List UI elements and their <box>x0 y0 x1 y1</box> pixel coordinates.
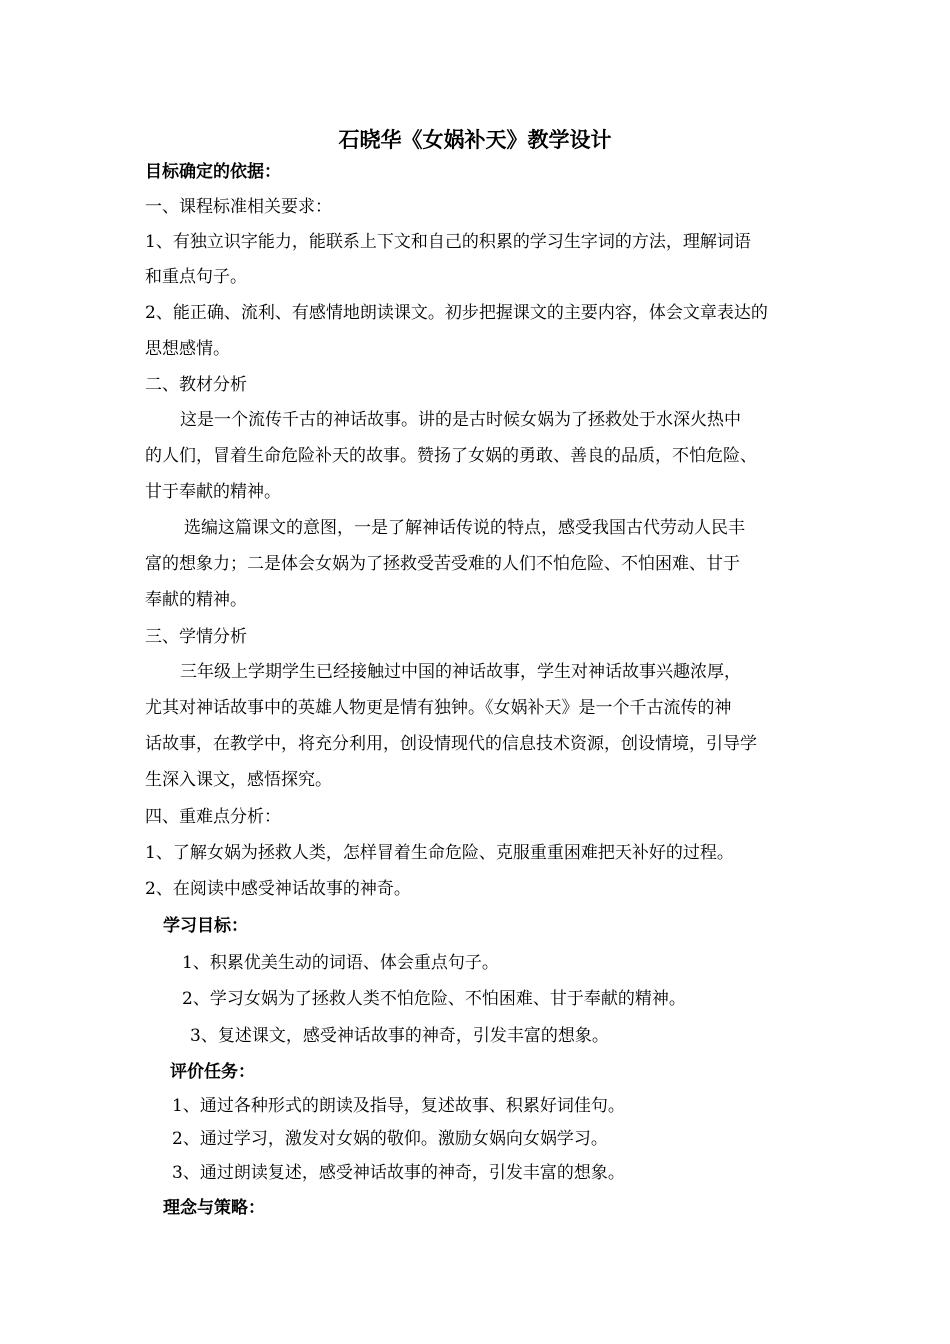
paragraph-line: 2、能正确、流利、有感情地朗读课文。初步把握课文的主要内容，体会文章表达的 <box>145 303 768 323</box>
paragraph-line: 话故事，在教学中，将充分利用，创设情现代的信息技术资源，创设情境，引导学 <box>145 734 757 754</box>
list-item: 3、复述课文，感受神话故事的神奇，引发丰富的想象。 <box>190 1026 609 1046</box>
paragraph-line: 1、有独立识字能力，能联系上下文和自己的积累的学习生字词的方法，理解词语 <box>145 232 751 252</box>
list-item: 2、通过学习，激发对女娲的敬仰。激励女娲向女娲学习。 <box>172 1129 608 1149</box>
section-heading-students: 三、学情分析 <box>145 627 247 647</box>
heading-philosophy-strategy: 理念与策略： <box>163 1198 265 1218</box>
paragraph-line: 的人们，冒着生命危险补天的故事。赞扬了女娲的勇敢、善良的品质，不怕危险、 <box>145 446 757 466</box>
paragraph-line: 尤其对神话故事中的英雄人物更是情有独钟。《女娲补天》是一个千古流传的神 <box>145 698 732 718</box>
paragraph-line: 三年级上学期学生已经接触过中国的神话故事，学生对神话故事兴趣浓厚， <box>180 662 741 682</box>
paragraph-line: 奉献的精神。 <box>145 590 247 610</box>
section-heading-standards: 一、课程标准相关要求： <box>145 197 332 217</box>
heading-basis: 目标确定的依据： <box>145 162 281 182</box>
list-item: 2、在阅读中感受神话故事的神奇。 <box>145 879 411 899</box>
paragraph-line: 富的想象力；二是体会女娲为了拯救受苦受难的人们不怕危险、不怕困难、甘于 <box>145 554 740 574</box>
paragraph-line: 甘于奉献的精神。 <box>145 482 281 502</box>
paragraph-line: 思想感情。 <box>145 339 230 359</box>
heading-learning-goals: 学习目标： <box>163 916 248 936</box>
paragraph-line: 选编这篇课文的意图，一是了解神话传说的特点，感受我国古代劳动人民丰 <box>184 518 745 538</box>
paragraph-line: 和重点句子。 <box>145 267 247 287</box>
list-item: 1、了解女娲为拯救人类，怎样冒着生命危险、克服重重困难把天补好的过程。 <box>145 843 734 863</box>
paragraph-line: 这是一个流传千古的神话故事。讲的是古时候女娲为了拯救处于水深火热中 <box>180 410 741 430</box>
list-item: 1、积累优美生动的词语、体会重点句子。 <box>182 953 499 973</box>
list-item: 1、通过各种形式的朗读及指导，复述故事、积累好词佳句。 <box>172 1096 625 1116</box>
list-item: 2、学习女娲为了拯救人类不怕危险、不怕困难、甘于奉献的精神。 <box>182 989 686 1009</box>
paragraph-line: 生深入课文，感悟探究。 <box>145 770 332 790</box>
document-title: 石晓华《女娲补天》教学设计 <box>338 128 612 152</box>
list-item: 3、通过朗读复述，感受神话故事的神奇，引发丰富的想象。 <box>172 1163 625 1183</box>
heading-evaluation-tasks: 评价任务： <box>170 1062 255 1082</box>
section-heading-materials: 二、教材分析 <box>145 375 247 395</box>
section-heading-key-points: 四、重难点分析： <box>145 807 281 827</box>
